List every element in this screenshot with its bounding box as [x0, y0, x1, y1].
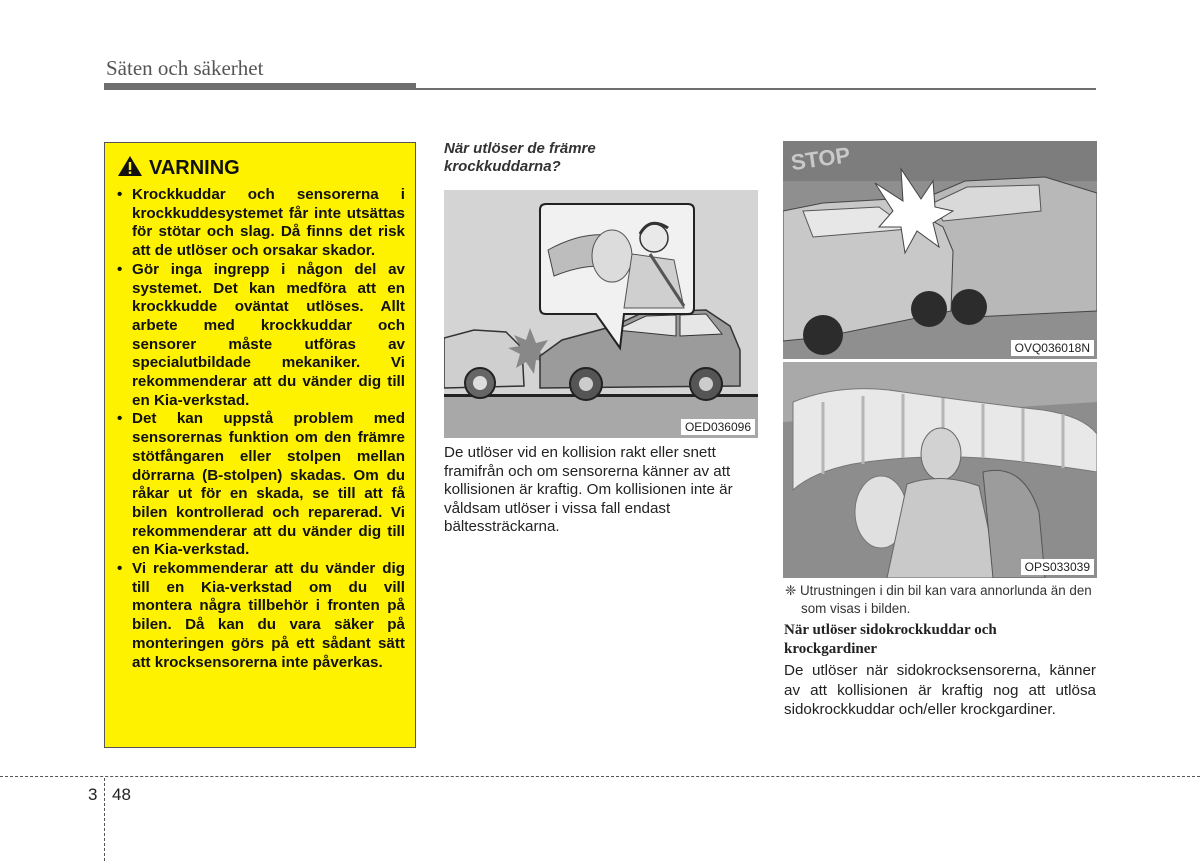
- figure-code: OPS033039: [1021, 559, 1094, 575]
- stop-marking-text: STOP: [789, 142, 852, 176]
- footer-rule: [0, 776, 1200, 777]
- footer-divider: [104, 778, 105, 861]
- section-title: Säten och säkerhet: [106, 56, 264, 80]
- warning-item: • Gör inga ingrepp i någon del av systemet. Det kan medföra att en krockkudde oväntat utlöses. Allt arbete med krockkuddar och sensorer måste utföras av specialutbildade mekaniker. Vi rekommenderar att du vänder dig till en Kia-verkstad.: [115, 261, 405, 411]
- header-rule-thin: [416, 88, 1096, 90]
- warning-item: • Det kan uppstå problem med sensorernas funktion om den främre stötfångaren eller stolpen mellan dörrarna (B-stolpen) skadas. Om du råkar ut för en skada, se till att få bilen kontrollerad och reparerad. Vi rekommenderar att du vänder dig till en Kia-verkstad.: [115, 410, 405, 560]
- side-airbag-heading: När utlöser sidokrockkuddar och krockgardiner: [784, 622, 997, 657]
- warning-item: • Krockkuddar och sensorerna i krockkuddesystemet får inte utsättas för stötar och slag. Då finns det risk att de utlöser och orsakar skador.: [115, 186, 405, 261]
- figure-code: OED036096: [681, 419, 755, 435]
- warning-list: [115, 186, 405, 672]
- warning-title: VARNING: [149, 157, 240, 179]
- page-number: 48: [112, 785, 131, 804]
- header-rule-thick: [104, 83, 416, 90]
- curtain-airbag-photo: [783, 362, 1097, 578]
- warning-item: • Vi rekommenderar att du vänder dig till en Kia-verkstad om du vill montera några tillbehör i fronten på bilen. Då kan du vara säker på monteringen görs på ett sådant sätt att krocksensorerna inte påverkas.: [115, 560, 405, 672]
- front-airbag-text: De utlöser vid en kollision rakt eller snett framifrån och om sensorerna känner av att kollisionen är kraftig. Om kollisionen inte är våldsam utlöser i vissa fall endast bältessträckarna.: [444, 444, 733, 535]
- warning-box: [104, 142, 416, 748]
- equipment-footnote: ❈ Utrustningen i din bil kan vara annorlunda än den som visas i bilden.: [785, 583, 1092, 616]
- warning-header: [117, 155, 405, 182]
- front-collision-illustration: [444, 190, 758, 438]
- figure-code: OVQ036018N: [1011, 340, 1094, 356]
- front-airbag-heading: När utlöser de främre krockkuddarna?: [444, 140, 596, 175]
- side-collision-photo: [783, 141, 1097, 359]
- warning-triangle-icon: [117, 155, 143, 182]
- chapter-number: 3: [88, 785, 98, 804]
- side-airbag-text: De utlöser när sidokrocksensorerna, känner av att kollisionen är kraftig nog att utlösa sidokrockkuddar och/eller krockgardiner.: [784, 662, 1096, 718]
